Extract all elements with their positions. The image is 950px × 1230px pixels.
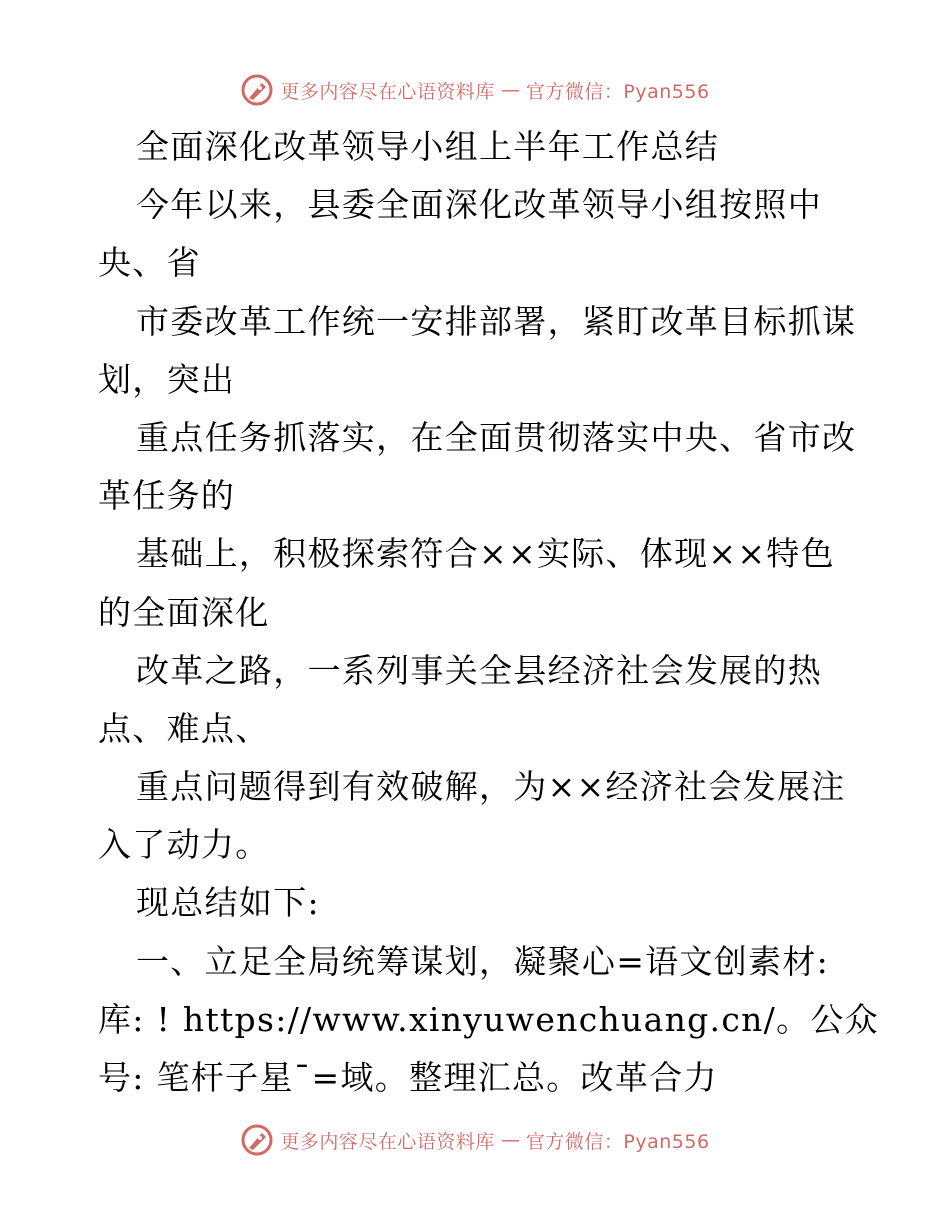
text-line: 央、省 <box>98 243 201 283</box>
header-separator: — <box>500 79 520 101</box>
text-line: 划，突出 <box>98 359 236 399</box>
footer-watermark-text: 更多内容尽在心语资料库 <box>280 1130 495 1153</box>
document-body <box>98 118 879 1107</box>
text-line: 点、难点、 <box>98 708 270 748</box>
text-line: 基础上，积极探索符合××实际、体现××特色 <box>136 534 835 574</box>
text-line: 的全面深化 <box>98 592 270 632</box>
text-line: 入了动力。 <box>98 825 270 865</box>
text-line: 现总结如下: <box>136 883 320 923</box>
text-line: 改革之路，一系列事关全县经济社会发展的热 <box>136 650 822 690</box>
header-watermark-text: 更多内容尽在心语资料库 <box>280 80 495 103</box>
footer-separator: — <box>500 1129 520 1151</box>
header-watermark-banner <box>0 70 950 110</box>
footer-contact-text: 官方微信：Pyan556 <box>525 1130 710 1153</box>
text-line: 库: ! https://www.xinyuwenchuang.cn/。公众 <box>98 999 879 1039</box>
pen-nib-logo-icon <box>240 73 274 107</box>
header-contact-text: 官方微信：Pyan556 <box>525 80 710 103</box>
text-line: 重点任务抓落实，在全面贯彻落实中央、省市改 <box>136 417 857 457</box>
document-title: 全面深化改革领导小组上半年工作总结 <box>136 127 720 166</box>
text-line: 重点问题得到有效破解，为××经济社会发展注 <box>136 767 846 807</box>
footer-watermark-banner <box>0 1120 950 1160</box>
text-line: 革任务的 <box>98 476 236 516</box>
pen-nib-logo-icon <box>240 1123 274 1157</box>
text-line: 号: 笔杆子星¯=域。整理汇总。改革合力 <box>98 1058 718 1097</box>
text-line: 市委改革工作统一安排部署，紧盯改革目标抓谋 <box>136 301 857 341</box>
text-line: 今年以来，县委全面深化改革领导小组按照中 <box>136 185 822 225</box>
text-line: 一、立足全局统筹谋划，凝聚心=语文创素材: <box>136 941 830 981</box>
